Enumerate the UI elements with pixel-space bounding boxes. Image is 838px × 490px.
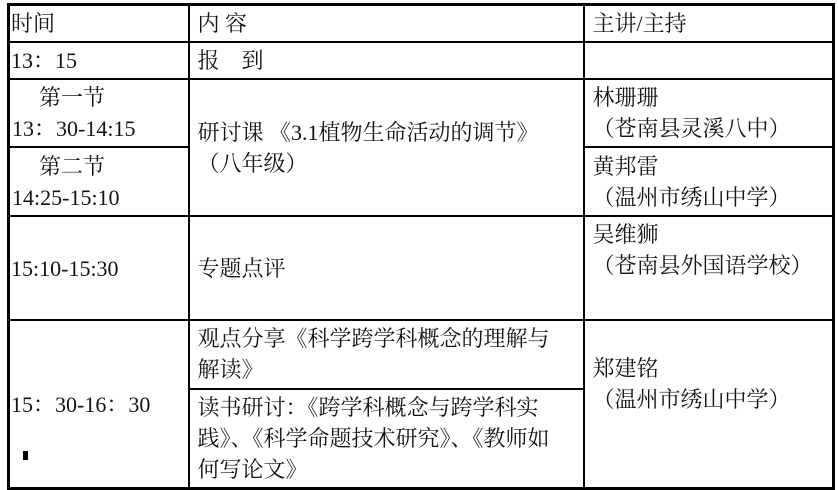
closing-row-sharing xyxy=(9,320,834,389)
session1-speaker-school: （苍南县灵溪八中） xyxy=(592,116,791,141)
session1-label: 第一节 xyxy=(39,85,106,110)
comment-content-cell: 专题点评 xyxy=(189,216,584,320)
closing-speaker-name: 郑建铭 xyxy=(592,356,659,381)
session2-speaker-cell xyxy=(584,147,834,216)
header-row xyxy=(9,5,834,43)
header-cell-time: 时间 xyxy=(9,5,189,43)
comment-speaker-school: （苍南县外国语学校） xyxy=(592,253,813,278)
header-cell-speaker: 主讲/主持 xyxy=(584,5,834,43)
closing-sharing-cell: 观点分享《科学跨学科概念的理解与解读》 xyxy=(189,320,584,389)
session2-label: 第二节 xyxy=(39,153,106,179)
session1-speaker-cell xyxy=(584,79,834,147)
registration-content-cell: 报 到 xyxy=(189,42,584,79)
session2-speaker-school: （温州市绣山中学） xyxy=(592,184,791,210)
session1-time: 13：30-14:15 xyxy=(12,116,136,141)
header-cell-content: 内 容 xyxy=(189,5,584,43)
registration-row xyxy=(9,42,834,79)
closing-reading-cell: 读书研讨：《跨学科概念与跨学科实践》、《科学命题技术研究》、《教师如何写论文》 xyxy=(189,389,584,489)
comment-speaker-cell xyxy=(584,216,834,320)
closing-speaker-cell xyxy=(584,320,834,489)
registration-time-cell: 13：15 xyxy=(9,42,189,79)
session2-time-cell xyxy=(9,147,189,216)
comment-row xyxy=(9,216,834,320)
session1-row xyxy=(9,79,834,147)
closing-speaker-school: （温州市绣山中学） xyxy=(592,387,791,412)
session1-speaker-name: 林珊珊 xyxy=(592,85,659,110)
comment-time-cell: 15:10-15:30 xyxy=(9,216,189,320)
cursor-mark xyxy=(23,451,28,460)
registration-speaker-cell xyxy=(584,42,834,79)
lesson-content-cell: 研讨课 《3.1植物生命活动的调节》（八年级） xyxy=(189,79,584,216)
session2-time: 14:25-15:10 xyxy=(12,184,120,210)
schedule-table xyxy=(7,3,835,490)
session1-time-cell xyxy=(9,79,189,147)
comment-speaker-name: 吴维狮 xyxy=(592,222,659,247)
closing-time-cell: 15：30-16：30 xyxy=(9,320,189,489)
session2-speaker-name: 黄邦雷 xyxy=(592,153,659,179)
